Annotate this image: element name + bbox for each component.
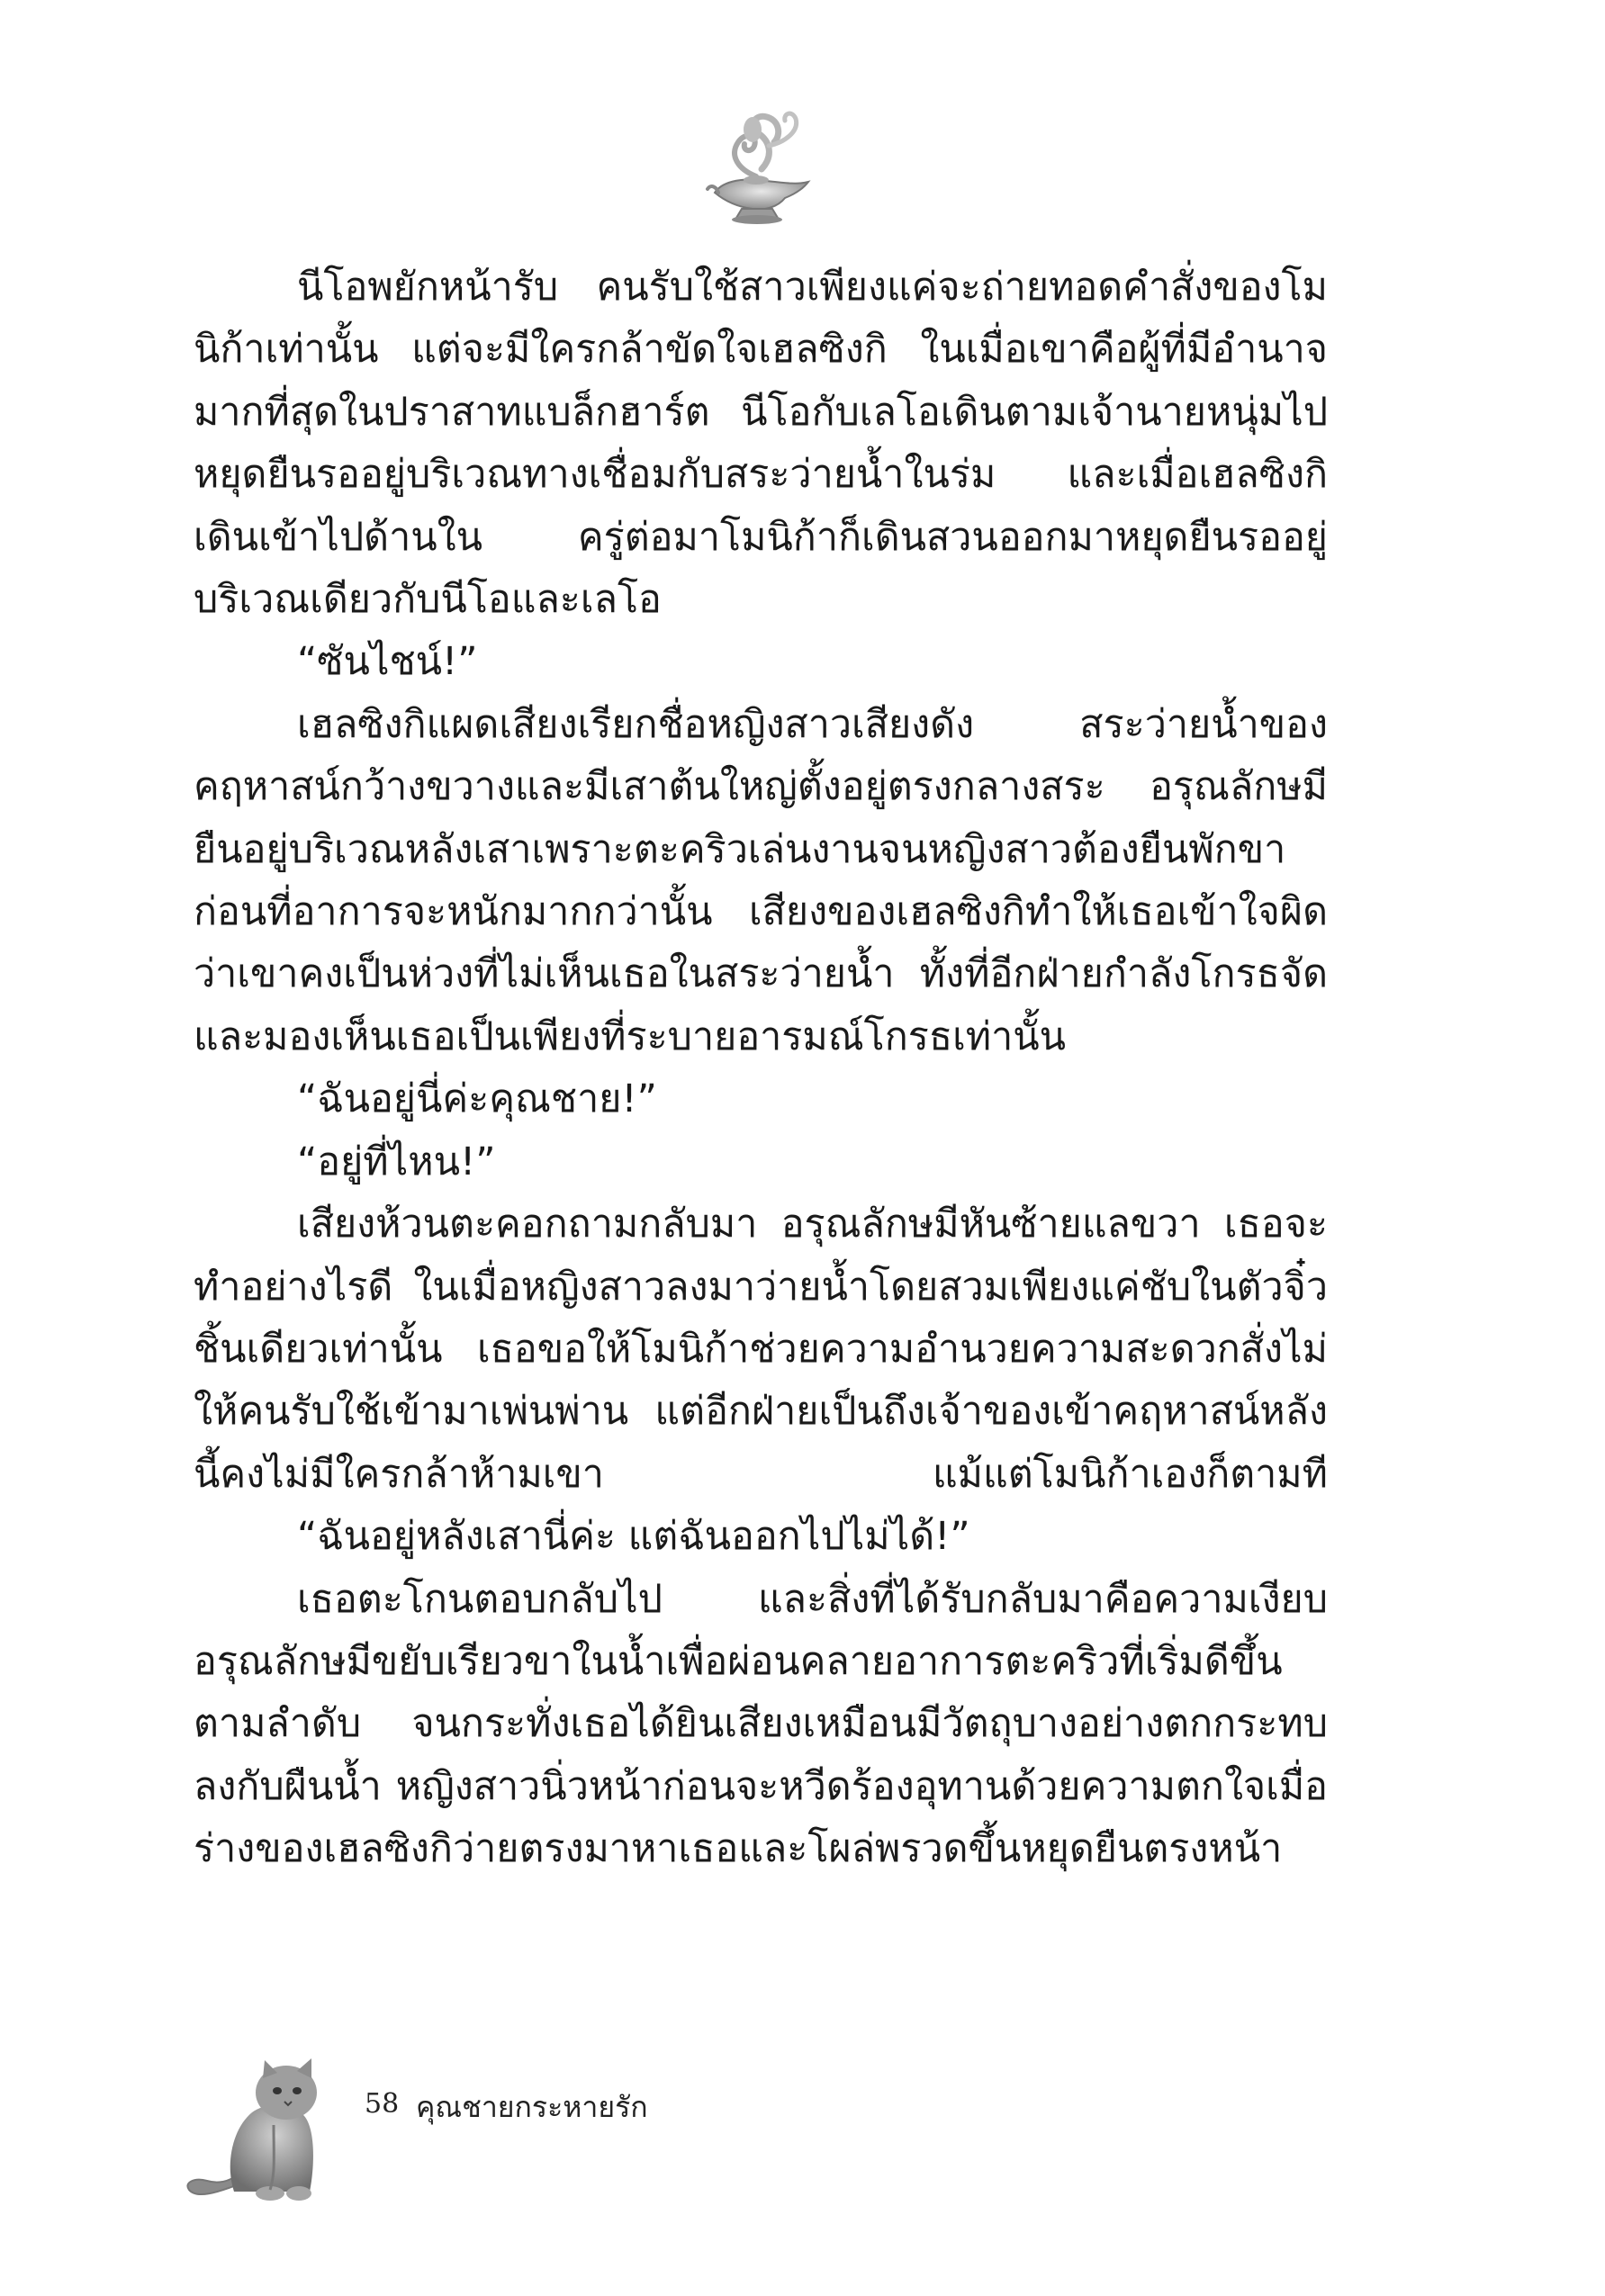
page-footer — [180, 2039, 810, 2219]
paragraph: เฮลซิงกิแผดเสียงเรียกชื่อหญิงสาวเสียงดัง สระว่ายน้ำของคฤหาสน์กว้างขวางและมีเสาต้นใหญ่ตั้งอยู่ตรงกลางสระ อรุณลักษมียืนอยู่บริเวณหลังเสาเพราะตะคริวเล่นงานจนหญิงสาวต้องยืนพักขาก่อนที่อาการจะหนักมากกว่านั้น เสียงของเฮลซิงกิทำให้เธอเข้าใจผิดว่าเขาคงเป็นห่วงที่ไม่เห็นเธอในสระว่ายน้ำ ทั้งที่อีกฝ่ายกำลังโกรธจัดและมองเห็นเธอเป็นเพียงที่ระบายอารมณ์โกรธเท่านั้น — [194, 701, 1328, 1059]
dialogue-line: “ฉันอยู่หลังเสานี่ค่ะ แต่ฉันออกไปไม่ได้!” — [297, 1514, 970, 1560]
dialogue-line: “ซันไชน์!” — [297, 639, 478, 685]
book-title: คุณชายกระหายรัก — [416, 2090, 648, 2124]
paragraph: เสียงห้วนตะคอกถามกลับมา อรุณลักษมีหันซ้ายแลขวา เธอจะทำอย่างไรดี ในเมื่อหญิงสาวลงมาว่ายน้ำโดยสวมเพียงแค่ชับในตัวจิ๋วชิ้นเดียวเท่านั้น เธอขอให้โมนิก้าช่วยความอำนวยความสะดวกสั่งไม่ให้คนรับใช้เข้ามาเพ่นพ่าน แต่อีกฝ่ายเป็นถึงเจ้าของเข้าคฤหาสน์หลังนี้คงไม่มีใครกล้าห้ามเขา แม้แต่โมนิก้าเองก็ตามที — [194, 1202, 1328, 1497]
paragraph: เธอตะโกนตอบกลับไป และสิ่งที่ได้รับกลับมาคือความเงียบ อรุณลักษมีขยับเรียวขาในน้ำเพื่อผ่อนคลายอาการตะคริวที่เริ่มดีขึ้นตามลำดับ จนกระทั่งเธอได้ยินเสียงเหมือนมีวัตถุบางอย่างตกกระทบลงกับผืนน้ำ หญิงสาวนิ่วหน้าก่อนจะหวีดร้องอุทานด้วยความตกใจเมื่อร่างของเฮลซิงกิว่ายตรงมาหาเธอและโผล่พรวดขึ้นหยุดยืนตรงหน้า — [194, 1576, 1328, 1872]
dialogue-line: “ฉันอยู่นี่ค่ะคุณชาย!” — [297, 1076, 657, 1122]
page-number: 58 — [365, 2088, 400, 2120]
dialogue-line: “อยู่ที่ไหน!” — [297, 1139, 496, 1184]
paragraph: นีโอพยักหน้ารับ คนรับใช้สาวเพียงแค่จะถ่ายทอดคำสั่งของโมนิก้าเท่านั้น แต่จะมีใครกล้าขัดใจเฮลซิงกิ ในเมื่อเขาคือผู้ที่มีอำนาจมากที่สุดในปราสาทแบล็กฮาร์ต นีโอกับเลโอเดินตามเจ้านายหนุ่มไปหยุดยืนรออยู่บริเวณทางเชื่อมกับสระว่ายน้ำในร่ม และเมื่อเฮลซิงกิเดินเข้าไปด้านใน ครู่ต่อมาโมนิก้าก็เดินสวนออกมาหยุดยืนรออยู่บริเวณเดียวกับนีโอและเลโอ — [194, 265, 1328, 623]
genie-lamp-icon — [702, 106, 819, 228]
body-text — [194, 257, 1328, 1881]
cat-icon — [180, 2039, 360, 2210]
